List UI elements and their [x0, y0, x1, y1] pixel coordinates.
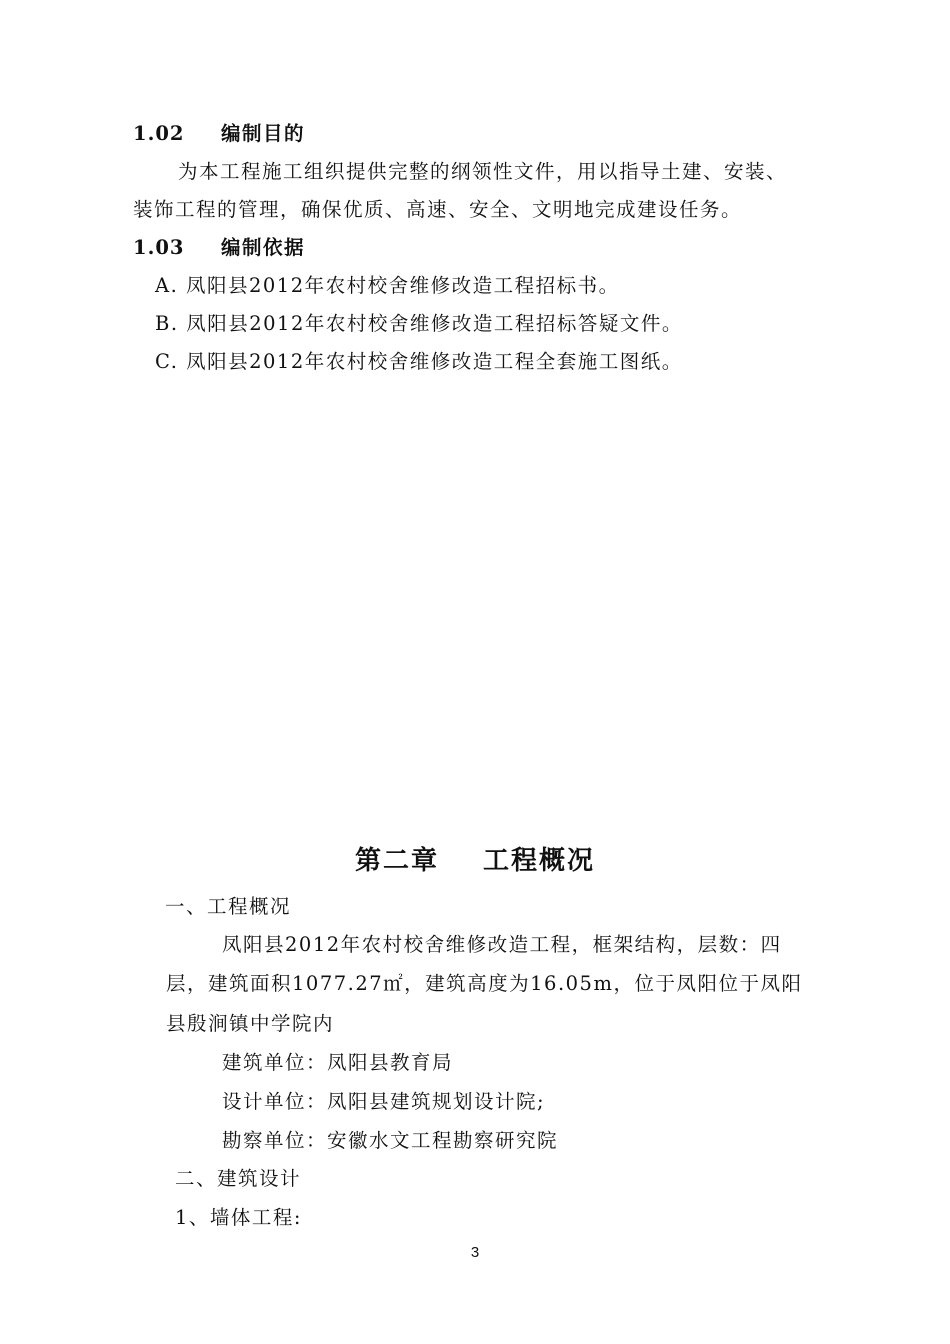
chapter-title: [0, 840, 950, 877]
page-number: 3: [470, 1244, 480, 1261]
purpose-paragraph-line-2: 装饰工程的管理，确保优质、高速、安全、文明地完成建设任务。: [133, 198, 743, 221]
section-heading-1-02: [133, 118, 305, 146]
wall-heading: 1、墙体工程:: [175, 1206, 302, 1229]
basis-item-c: C. 凤阳县2012年农村校舍维修改造工程全套施工图纸。: [155, 350, 683, 373]
design-heading: 二、建筑设计: [175, 1167, 302, 1190]
section-heading-1-03: [133, 232, 305, 260]
chapter-number: 第二章: [354, 846, 439, 876]
overview-line-2: 层，建筑面积1077.27㎡，建筑高度为16.05m，位于凤阳位于凤阳: [166, 972, 803, 995]
basis-item-b: B. 凤阳县2012年农村校舍维修改造工程招标答疑文件。: [155, 312, 683, 335]
purpose-paragraph-line-1: 为本工程施工组织提供完整的纲领性文件，用以指导土建、安装、: [178, 160, 788, 183]
basis-item-a: A. 凤阳县2012年农村校舍维修改造工程招标书。: [155, 274, 620, 297]
overview-line-1: 凤阳县2012年农村校舍维修改造工程，框架结构，层数：四: [222, 933, 782, 956]
design-unit: 设计单位：凤阳县建筑规划设计院;: [222, 1090, 546, 1113]
owner-unit: 建筑单位：凤阳县教育局: [222, 1051, 454, 1074]
section-title: 编制依据: [221, 236, 306, 259]
section-number: 1.02: [133, 122, 185, 145]
survey-unit: 勘察单位：安徽水文工程勘察研究院: [222, 1129, 559, 1152]
overview-line-3: 县殷涧镇中学院内: [166, 1012, 335, 1035]
chapter-name: 工程概况: [483, 846, 596, 876]
section-number: 1.03: [133, 236, 185, 259]
overview-heading: 一、工程概况: [165, 895, 292, 918]
section-title: 编制目的: [221, 122, 306, 145]
